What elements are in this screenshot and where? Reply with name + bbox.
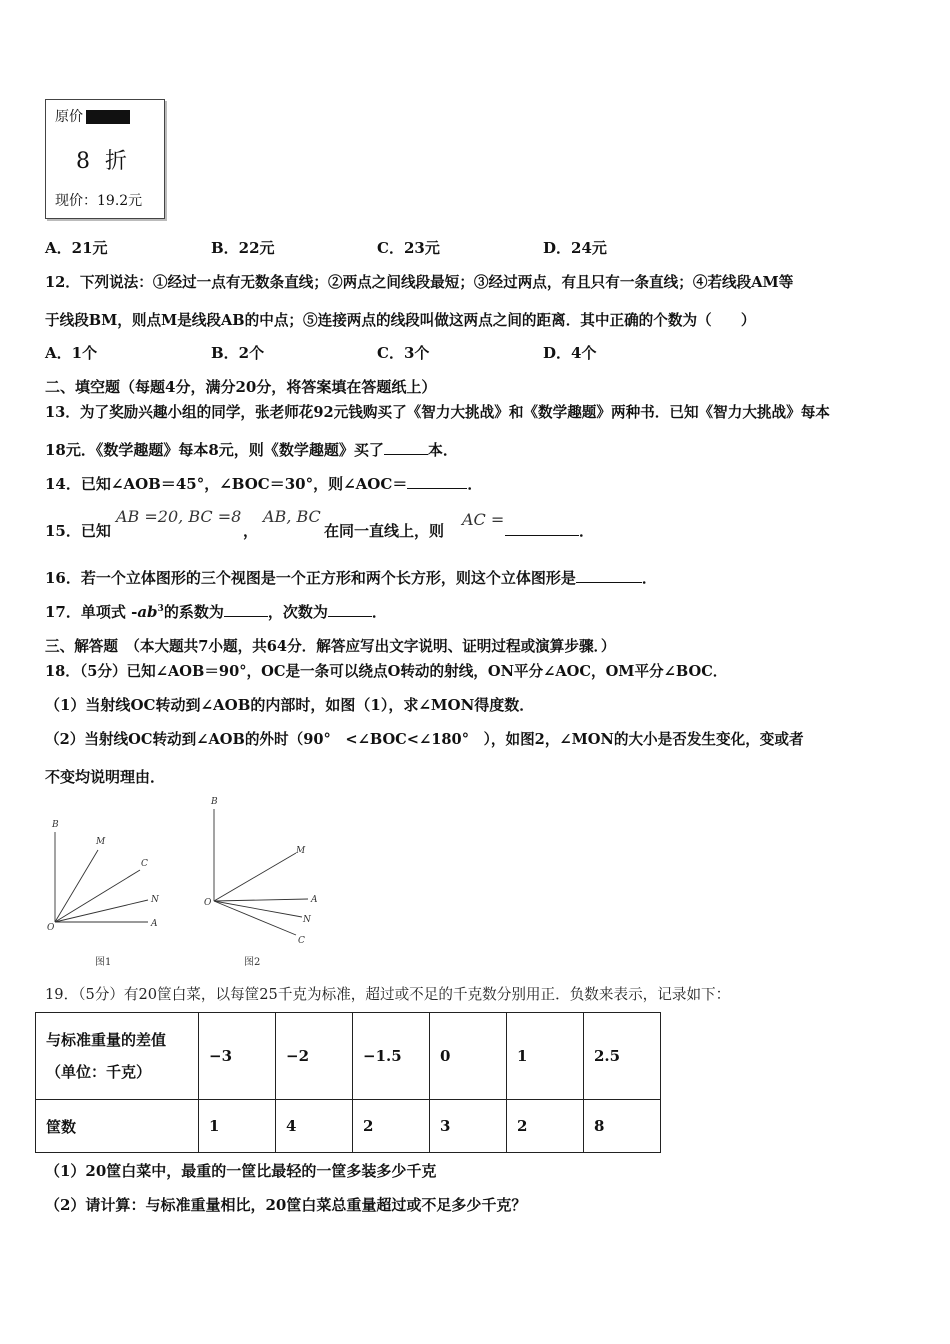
fig2-ray-on <box>214 901 302 917</box>
fig1-ray-om <box>55 850 98 922</box>
table-row <box>36 1013 661 1100</box>
fig1-label-b: B <box>52 820 59 830</box>
fig2-ray-oa <box>214 899 308 901</box>
q17-degree-blank[interactable] <box>328 602 372 617</box>
section3-title: 三、解答题 （本大题共7小题，共64分．解答应写出文字说明、证明过程或演算步骤．） <box>45 638 616 655</box>
table-cell: 2.5 <box>584 1013 661 1100</box>
price-tag-figure <box>45 99 165 219</box>
q15-comma: ， <box>243 522 259 540</box>
q13-line2: 18元．《数学趣题》每本8元，则《数学趣题》买了 本． <box>45 441 458 459</box>
q19-part1: （1）20筐白菜中，最重的一筐比最轻的一筐多装多少千克 <box>45 1162 437 1180</box>
fig2-label-n: N <box>303 915 311 925</box>
q11-option-b: B．22元 <box>211 239 275 257</box>
table-cell: −1.5 <box>353 1013 430 1100</box>
fig2-label-a: A <box>311 895 318 905</box>
q13-line1: 13．为了奖励兴趣小组的同学，张老师花92元钱购买了《智力大挑战》和《数学趣题》两种书．已知《智力大挑战》每本 <box>45 404 830 421</box>
fig2-caption: 图2 <box>244 957 261 968</box>
q15-answer: ． <box>505 520 594 541</box>
q14: 14．已知∠AOB＝45°，∠BOC＝30°，则∠AOC＝ ． <box>45 475 483 493</box>
q19-stem: 19．（5分）有20筐白菜，以每筐25千克为标准，超过或不足的千克数分别用正．负数来表示，记录如下： <box>45 986 731 1003</box>
table-cell: 3 <box>430 1100 507 1153</box>
q17-coefficient-blank[interactable] <box>224 602 268 617</box>
q18-stem: 18．（5分）已知∠AOB＝90°，OC是一条可以绕点O转动的射线，ON平分∠AOC，OM平分∠BOC． <box>45 663 728 680</box>
table-cell: 2 <box>353 1100 430 1153</box>
q16-answer-blank[interactable] <box>576 568 642 583</box>
q15-prefix: 15．已知 <box>45 522 111 540</box>
fig2-ray-oc <box>214 901 296 935</box>
price-tag-current: 现价：19.2元 <box>55 193 143 209</box>
table-cell: 8 <box>584 1100 661 1153</box>
fig2-ray-om <box>214 853 296 901</box>
table-cell: −3 <box>199 1013 276 1100</box>
fig2-label-o: O <box>204 898 212 908</box>
q15-answer-blank[interactable] <box>505 521 579 536</box>
fig1-label-m: M <box>96 837 106 847</box>
table-cell: 2 <box>507 1100 584 1153</box>
fig1-ray-oc <box>55 870 140 922</box>
q15-middle: 在同一直线上，则 <box>324 522 445 540</box>
fig1-ray-on <box>55 900 148 922</box>
figure-1 <box>40 812 175 937</box>
table-header-cell: 筐数 <box>36 1100 199 1153</box>
table-cell: −2 <box>276 1013 353 1100</box>
q18-part2-line1: （2）当射线OC转动到∠AOB的外时（90° <∠BOC<∠180° ），如图2，∠MON的大小是否发生变化，变或者 <box>45 731 804 748</box>
q15-math-ac: AC = <box>462 510 505 529</box>
q12-option-c: C．3个 <box>377 344 430 362</box>
figure-2 <box>200 793 330 953</box>
price-tag-original: 原价 <box>55 106 130 126</box>
q12-option-a: A．1个 <box>45 344 98 362</box>
q12-line2: 于线段BM，则点M是线段AB的中点；⑤连接两点的线段叫做这两点之间的距离．其中正确的个数为（ ） <box>45 312 756 329</box>
q19-data-table <box>35 1012 661 1153</box>
table-row <box>36 1100 661 1153</box>
fig2-label-b: B <box>211 797 218 807</box>
fig1-label-n: N <box>151 895 159 905</box>
q18-part1: （1）当射线OC转动到∠AOB的内部时，如图（1），求∠MON得度数． <box>45 696 535 714</box>
fig2-label-m: M <box>296 846 306 856</box>
table-cell: 0 <box>430 1013 507 1100</box>
fig1-caption: 图1 <box>95 957 112 968</box>
fig1-label-a: A <box>151 919 158 929</box>
fig1-label-o: O <box>47 923 55 933</box>
table-cell: 1 <box>507 1013 584 1100</box>
q17: 17．单项式 $-ab^3$的系数为 ，次数为 ． <box>45 603 387 621</box>
q11-option-c: C．23元 <box>377 239 440 257</box>
q12-option-d: D．4个 <box>543 344 597 362</box>
q11-option-d: D．24元 <box>543 239 607 257</box>
price-tag-discount: 8 折 <box>76 149 132 174</box>
q15-math-segments: AB, BC <box>263 507 321 526</box>
q12-line1: 12．下列说法：①经过一点有无数条直线；②两点之间线段最短；③经过两点，有且只有一条直线；④若线段AM等 <box>45 274 794 291</box>
q19-part2: （2）请计算：与标准重量相比，20筐白菜总重量超过或不足多少千克？ <box>45 1196 527 1214</box>
q11-option-a: A．21元 <box>45 239 108 257</box>
q15-math-ab-bc: AB =20, BC =8 <box>116 507 242 526</box>
table-cell: 4 <box>276 1100 353 1153</box>
table-header-cell: 与标准重量的差值 （单位：千克） <box>36 1013 199 1100</box>
redacted-price <box>86 110 130 124</box>
fig2-label-c: C <box>298 936 305 946</box>
q14-answer-blank[interactable] <box>407 474 467 489</box>
q13-answer-blank[interactable] <box>384 440 428 455</box>
table-cell: 1 <box>199 1100 276 1153</box>
q12-option-b: B．2个 <box>211 344 265 362</box>
q16: 16．若一个立体图形的三个视图是一个正方形和两个长方形，则这个立体图形是 ． <box>45 569 657 587</box>
fig1-label-c: C <box>141 859 148 869</box>
q18-part2-line2: 不变均说明理由． <box>45 768 166 786</box>
section2-title: 二、填空题（每题4分，满分20分，将答案填在答题纸上） <box>45 378 437 396</box>
